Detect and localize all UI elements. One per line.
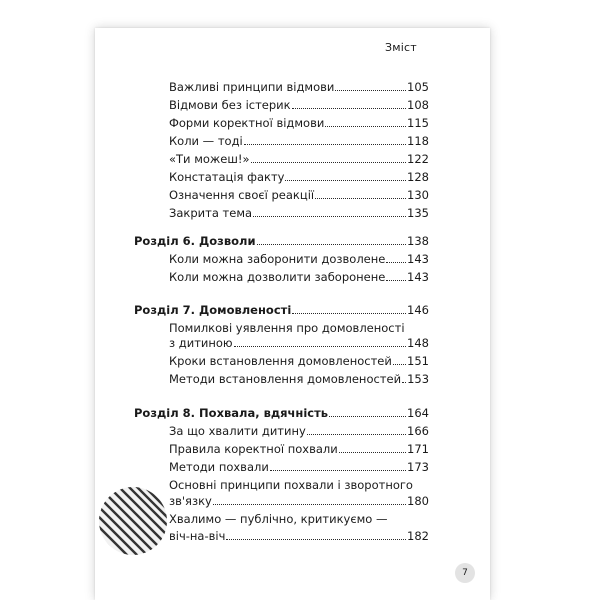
page-number: 7 [455, 563, 475, 583]
toc-entry: Форми коректної відмови 115 [169, 116, 429, 130]
toc-entry: За що хвалити дитину 166 [169, 424, 429, 438]
toc-entry: Методи похвали 173 [169, 460, 429, 474]
toc-entry: Означення своєї реакції 130 [169, 188, 429, 202]
toc-entry: Закрита тема 135 [169, 206, 429, 220]
toc-entry: зв'язку 180 [169, 494, 429, 508]
toc-entry: віч-на-віч 182 [169, 529, 429, 543]
section-heading: Розділ 8. Похвала, вдячність 164 [134, 406, 429, 420]
toc-entry-line1: Основні принципи похвали і зворотного [169, 478, 413, 492]
toc-entry: Коли можна заборонити дозволене 143 [169, 252, 429, 266]
toc-entry: Відмови без істерик 108 [169, 98, 429, 112]
hatched-circle-icon [98, 486, 168, 556]
toc-entry: Кроки встановлення домовленостей 151 [169, 354, 429, 368]
toc-entry-line1: Помилкові уявлення про домовленості [169, 321, 405, 335]
section-heading: Розділ 6. Дозволи 138 [134, 234, 429, 248]
toc-entry-line1: Хвалимо — публічно, критикуємо — [169, 512, 388, 526]
section-heading: Розділ 7. Домовленості 146 [134, 303, 429, 317]
toc-entry: Коли можна дозволити заборонене 143 [169, 270, 429, 284]
toc-entry: з дитиною 148 [169, 336, 429, 350]
toc-entry: Констатація факту 128 [169, 170, 429, 184]
page-title: Зміст [385, 41, 417, 54]
toc-entry: «Ти можеш!» 122 [169, 152, 429, 166]
toc-entry: Важливі принципи відмови 105 [169, 80, 429, 94]
toc-entry: Коли — тоді 118 [169, 134, 429, 148]
toc-entry: Правила коректної похвали 171 [169, 442, 429, 456]
toc-entry: Методи встановлення домовленостей 153 [169, 372, 429, 386]
